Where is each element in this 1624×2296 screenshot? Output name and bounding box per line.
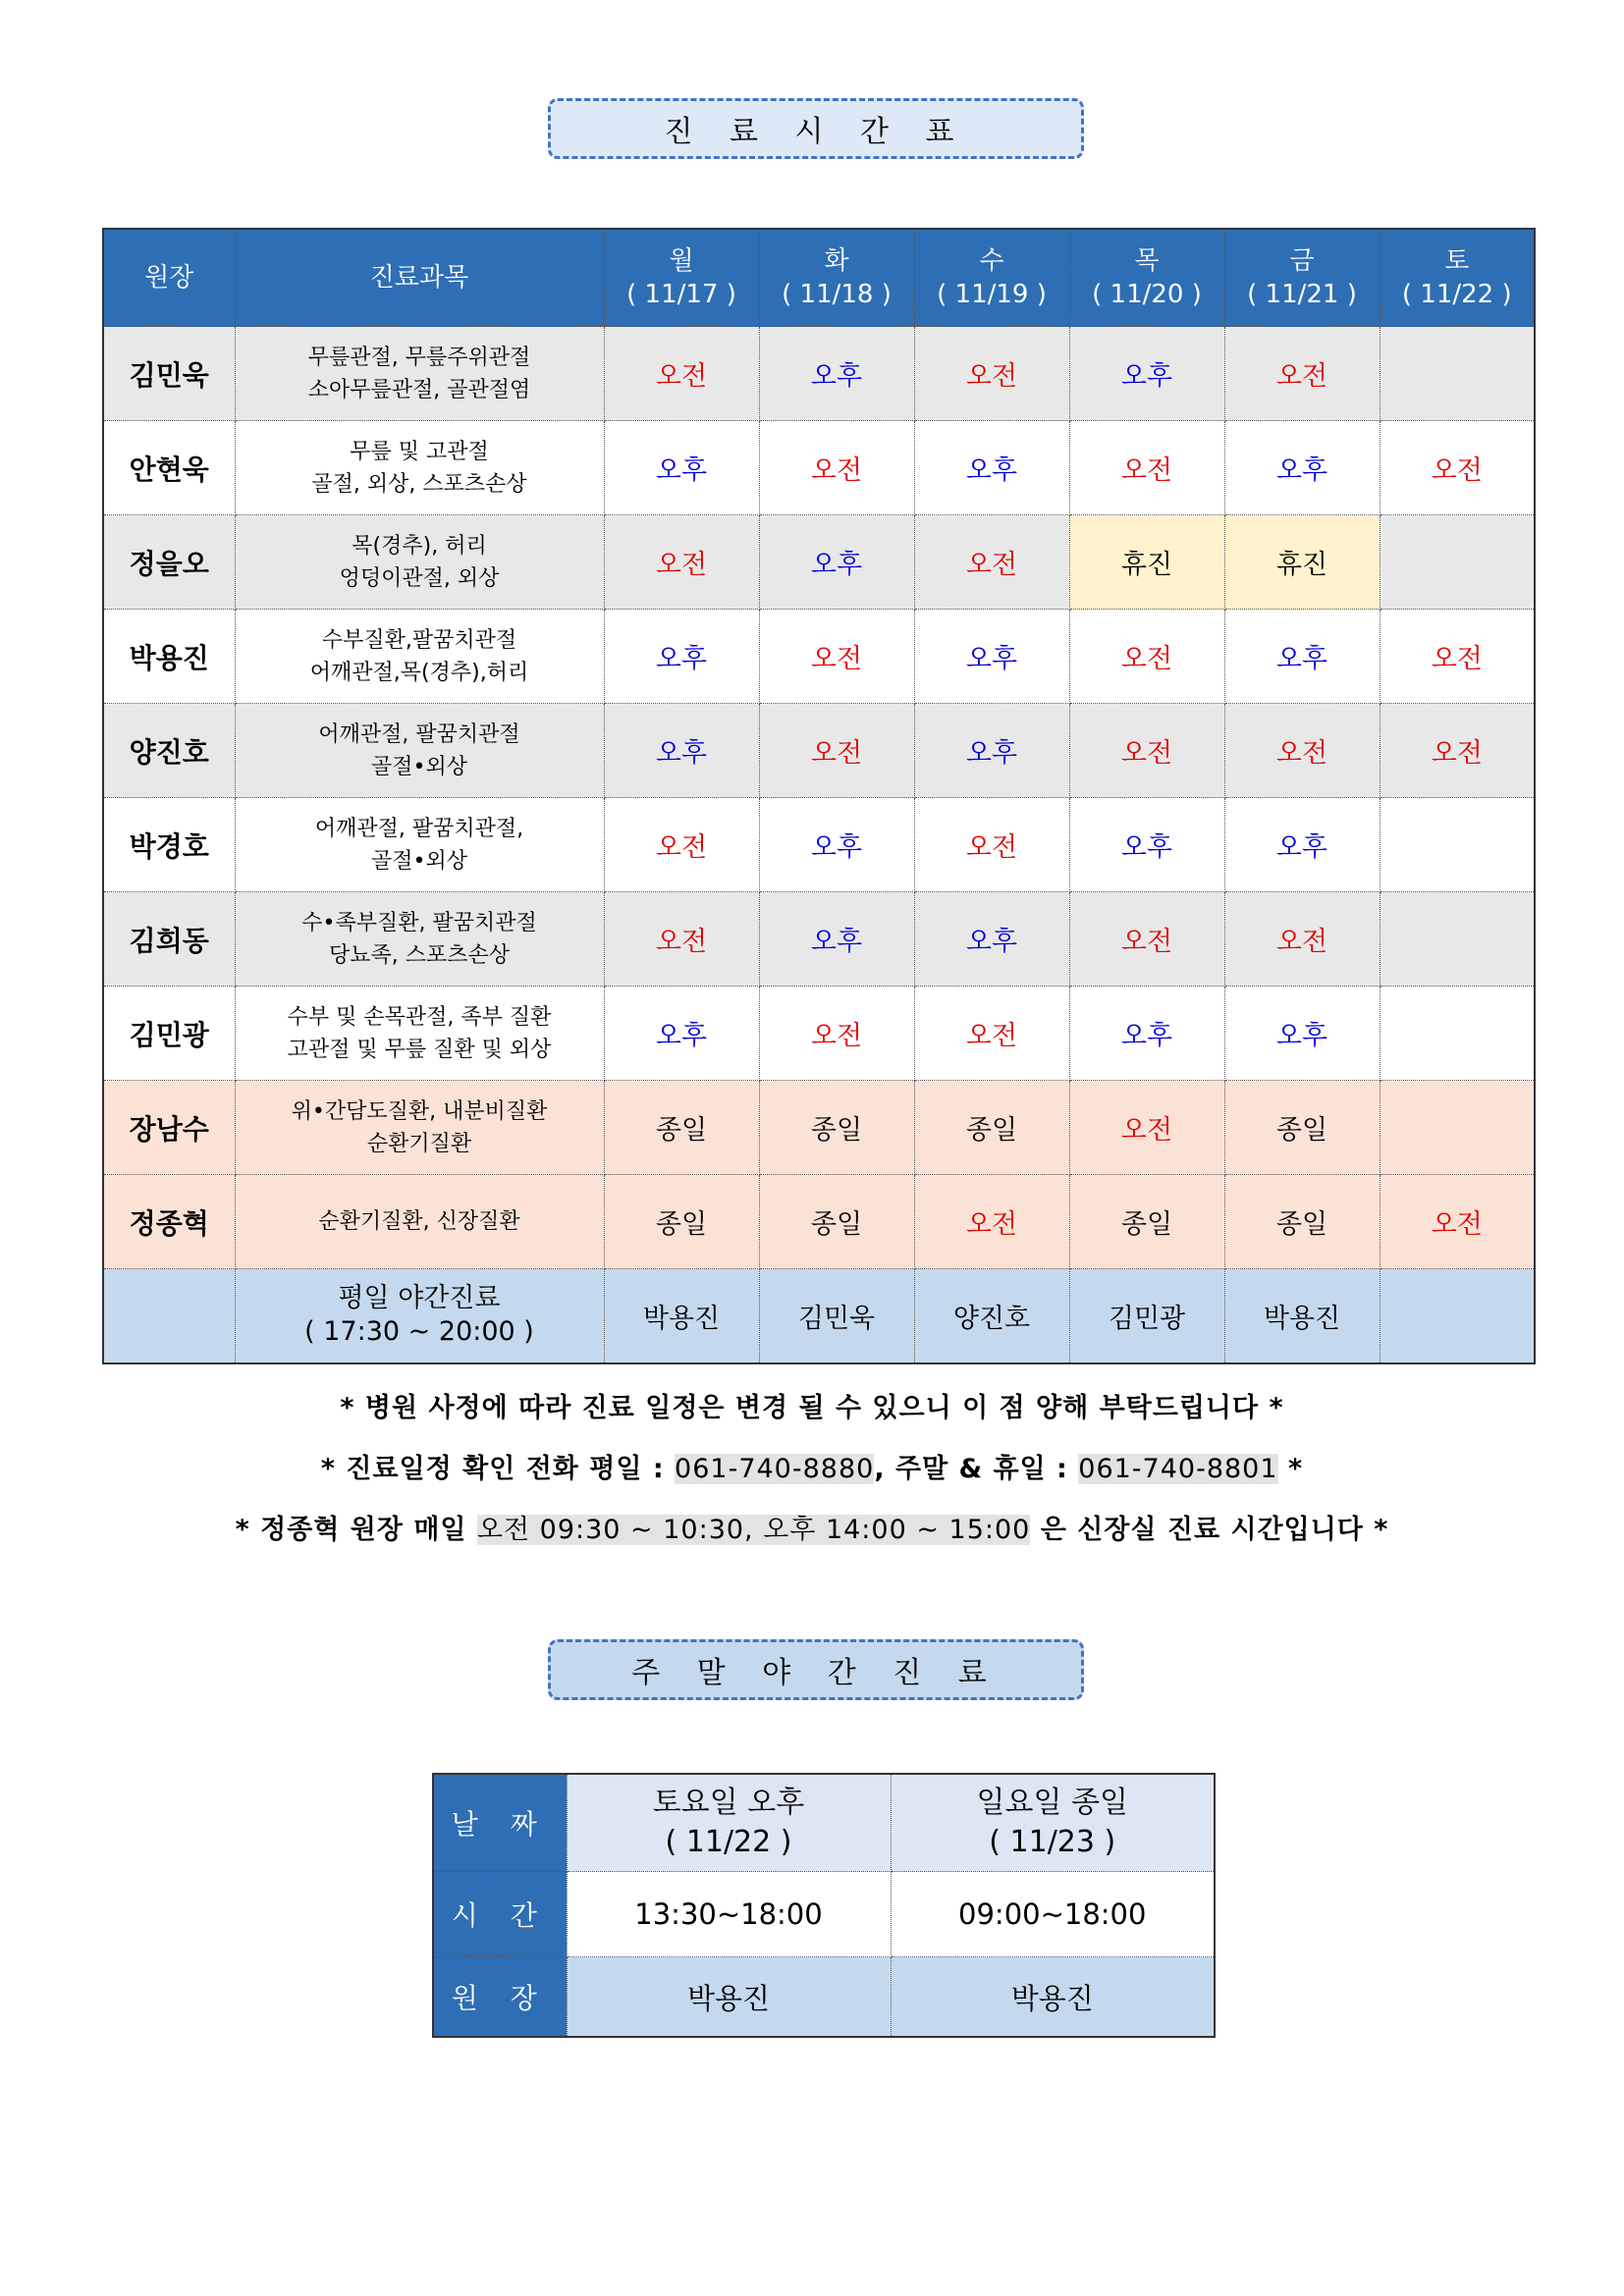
night-label-title: 평일 야간진료	[338, 1283, 501, 1314]
specialty-line: 무릎관절, 무릎주위관절	[307, 345, 531, 370]
slot-mon: 오전	[604, 327, 759, 421]
weekend-sat-date	[567, 1774, 891, 1872]
slot-tue: 오전	[759, 704, 914, 798]
day-date: ( 11/21 )	[1247, 280, 1357, 309]
specialty-line: 당뇨족, 스포츠손상	[328, 942, 510, 968]
slot-tue: 오후	[759, 892, 914, 987]
night-doctor-tue: 김민욱	[759, 1269, 914, 1363]
slot-sat: 오전	[1380, 610, 1535, 704]
doctor-specialty	[235, 610, 604, 704]
doctor-row	[103, 327, 1535, 421]
day-date: ( 11/19 )	[937, 280, 1047, 309]
weekend-table	[432, 1773, 1216, 2038]
sun-day: 일요일 종일	[976, 1786, 1128, 1820]
header-day-sat	[1380, 229, 1535, 327]
doctor-name: 정을오	[103, 515, 235, 610]
slot-sat: 오전	[1380, 704, 1535, 798]
doctor-row	[103, 704, 1535, 798]
specialty-line: 엉덩이관절, 외상	[339, 565, 500, 591]
night-doctor-fri: 박용진	[1224, 1269, 1380, 1363]
specialty-line: 수부 및 손목관절, 족부 질환	[287, 1004, 552, 1030]
doctor-specialty	[235, 704, 604, 798]
night-blank	[103, 1269, 235, 1363]
specialty-line: 무릎 및 고관절	[350, 439, 489, 464]
weekday-night-row	[103, 1269, 1535, 1363]
day-label: 토	[1444, 246, 1470, 276]
notice-dialysis-text: 은 신장실 진료 시간입니다 *	[1030, 1515, 1389, 1545]
slot-fri: 종일	[1224, 1081, 1380, 1175]
weekend-sat-doctor: 박용진	[567, 1957, 891, 2038]
weekend-doctor-row	[433, 1957, 1215, 2038]
slot-thu: 오전	[1069, 892, 1224, 987]
schedule-table	[102, 228, 1536, 1364]
doctor-name: 박용진	[103, 610, 235, 704]
specialty-line: 골절•외상	[371, 754, 467, 779]
header-day-tue	[759, 229, 914, 327]
slot-tue: 종일	[759, 1175, 914, 1269]
table-header-row	[103, 229, 1535, 327]
weekend-phone: 061-740-8801	[1078, 1454, 1278, 1484]
slot-sat	[1380, 1081, 1535, 1175]
slot-mon: 오후	[604, 987, 759, 1081]
doctor-row	[103, 987, 1535, 1081]
doctor-row	[103, 421, 1535, 515]
doctor-row	[103, 515, 1535, 610]
specialty-line: 수부질환,팔꿈치관절	[321, 627, 517, 653]
specialty-line: 골절, 외상, 스포츠손상	[311, 471, 527, 497]
slot-tue: 오후	[759, 327, 914, 421]
slot-sat	[1380, 987, 1535, 1081]
weekend-sun-date	[891, 1774, 1215, 1872]
doctor-name: 안현욱	[103, 421, 235, 515]
slot-wed: 오전	[914, 515, 1069, 610]
day-label: 수	[979, 246, 1004, 276]
doctor-specialty	[235, 327, 604, 421]
notice-phone-text: , 주말 & 휴일 :	[874, 1454, 1079, 1484]
slot-mon: 오후	[604, 704, 759, 798]
day-date: ( 11/22 )	[1401, 280, 1512, 309]
doctor-specialty	[235, 892, 604, 987]
dialysis-times: 오전 09:30 ~ 10:30, 오후 14:00 ~ 15:00	[476, 1515, 1031, 1545]
header-specialty: 진료과목	[235, 229, 604, 327]
doctor-name: 김민광	[103, 987, 235, 1081]
night-doctor-mon: 박용진	[604, 1269, 759, 1363]
slot-mon: 종일	[604, 1081, 759, 1175]
doctor-specialty	[235, 515, 604, 610]
weekend-time-row	[433, 1872, 1215, 1957]
slot-wed: 오후	[914, 892, 1069, 987]
notice-phone	[0, 1447, 1624, 1485]
slot-fri: 휴진	[1224, 515, 1380, 610]
slot-tue: 오후	[759, 798, 914, 892]
slot-sat: 오전	[1380, 1175, 1535, 1269]
weekend-title: 주 말 야 간 진 료	[548, 1639, 1084, 1700]
doctor-specialty	[235, 1081, 604, 1175]
doctor-specialty	[235, 421, 604, 515]
night-label-hours: ( 17:30 ~ 20:00 )	[304, 1316, 534, 1348]
doctor-specialty	[235, 798, 604, 892]
day-date: ( 11/18 )	[782, 280, 892, 309]
slot-wed: 오후	[914, 704, 1069, 798]
specialty-line: 위•간담도질환, 내분비질환	[291, 1098, 548, 1124]
specialty-line: 골절•외상	[371, 848, 467, 874]
day-label: 월	[669, 246, 694, 276]
night-label	[235, 1269, 604, 1363]
slot-thu: 오전	[1069, 1081, 1224, 1175]
slot-fri: 오전	[1224, 892, 1380, 987]
weekend-sun-time: 09:00~18:00	[891, 1872, 1215, 1957]
doctor-name: 양진호	[103, 704, 235, 798]
specialty-line: 어깨관절,목(경추),허리	[309, 660, 529, 685]
doctor-name: 장남수	[103, 1081, 235, 1175]
slot-thu: 오후	[1069, 327, 1224, 421]
specialty-line: 목(경추), 허리	[352, 533, 487, 559]
slot-thu: 휴진	[1069, 515, 1224, 610]
slot-wed: 오전	[914, 327, 1069, 421]
slot-mon: 오후	[604, 610, 759, 704]
slot-thu: 오후	[1069, 987, 1224, 1081]
doctor-row	[103, 1081, 1535, 1175]
notice-schedule-change: * 병원 사정에 따라 진료 일정은 변경 될 수 있으니 이 점 양해 부탁드립니다 *	[340, 1393, 1284, 1423]
day-date: ( 11/20 )	[1092, 280, 1202, 309]
weekend-sun-doctor: 박용진	[891, 1957, 1215, 2038]
night-doctor-wed: 양진호	[914, 1269, 1069, 1363]
notice-dialysis-text: * 정종혁 원장 매일	[235, 1515, 477, 1545]
doctor-row	[103, 610, 1535, 704]
slot-fri: 오후	[1224, 798, 1380, 892]
slot-fri: 오전	[1224, 327, 1380, 421]
doctor-name: 박경호	[103, 798, 235, 892]
doctor-name: 김희동	[103, 892, 235, 987]
slot-tue: 오전	[759, 610, 914, 704]
weekend-doctor-label: 원 장	[433, 1957, 567, 2038]
slot-wed: 종일	[914, 1081, 1069, 1175]
slot-wed: 오전	[914, 1175, 1069, 1269]
slot-fri: 오후	[1224, 421, 1380, 515]
slot-sat	[1380, 892, 1535, 987]
weekend-date-row	[433, 1774, 1215, 1872]
slot-thu: 오후	[1069, 798, 1224, 892]
slot-fri: 오전	[1224, 704, 1380, 798]
weekend-sat-time: 13:30~18:00	[567, 1872, 891, 1957]
slot-mon: 오후	[604, 421, 759, 515]
header-day-mon	[604, 229, 759, 327]
slot-fri: 오후	[1224, 987, 1380, 1081]
specialty-line: 순환기질환, 신장질환	[318, 1209, 520, 1234]
notice-phone-text: * 진료일정 확인 전화 평일 :	[320, 1454, 676, 1484]
schedule-title: 진 료 시 간 표	[548, 98, 1084, 159]
specialty-line: 순환기질환	[366, 1131, 472, 1156]
weekend-date-label: 날 짜	[433, 1774, 567, 1872]
specialty-line: 어깨관절, 팔꿈치관절,	[314, 816, 524, 841]
slot-mon: 오전	[604, 515, 759, 610]
slot-mon: 오전	[604, 798, 759, 892]
slot-sat	[1380, 515, 1535, 610]
day-label: 화	[824, 246, 849, 276]
sat-day: 토요일 오후	[652, 1786, 805, 1820]
doctor-row	[103, 1175, 1535, 1269]
doctor-row	[103, 892, 1535, 987]
night-doctor-thu: 김민광	[1069, 1269, 1224, 1363]
header-day-wed	[914, 229, 1069, 327]
day-date: ( 11/17 )	[626, 280, 736, 309]
slot-wed: 오전	[914, 798, 1069, 892]
header-day-thu	[1069, 229, 1224, 327]
sun-date: ( 11/23 )	[989, 1825, 1116, 1859]
sat-date: ( 11/22 )	[665, 1825, 792, 1859]
slot-sat: 오전	[1380, 421, 1535, 515]
slot-wed: 오후	[914, 610, 1069, 704]
specialty-line: 소아무릎관절, 골관절염	[307, 377, 531, 402]
slot-thu: 오전	[1069, 704, 1224, 798]
night-doctor-sat	[1380, 1269, 1535, 1363]
specialty-line: 어깨관절, 팔꿈치관절	[318, 721, 520, 747]
slot-fri: 오후	[1224, 610, 1380, 704]
doctor-specialty	[235, 987, 604, 1081]
slot-wed: 오전	[914, 987, 1069, 1081]
slot-fri: 종일	[1224, 1175, 1380, 1269]
slot-tue: 오전	[759, 987, 914, 1081]
header-doctor: 원장	[103, 229, 235, 327]
specialty-line: 고관절 및 무릎 질환 및 외상	[287, 1037, 552, 1062]
slot-wed: 오후	[914, 421, 1069, 515]
doctor-name: 정종혁	[103, 1175, 235, 1269]
day-label: 금	[1289, 246, 1315, 276]
weekend-time-label: 시 간	[433, 1872, 567, 1957]
slot-mon: 종일	[604, 1175, 759, 1269]
day-label: 목	[1134, 246, 1160, 276]
weekday-phone: 061-740-8880	[675, 1454, 875, 1484]
slot-mon: 오전	[604, 892, 759, 987]
slot-sat	[1380, 327, 1535, 421]
doctor-name: 김민욱	[103, 327, 235, 421]
doctor-row	[103, 798, 1535, 892]
header-day-fri	[1224, 229, 1380, 327]
specialty-line: 수•족부질환, 팔꿈치관절	[301, 910, 537, 935]
slot-thu: 종일	[1069, 1175, 1224, 1269]
slot-tue: 오후	[759, 515, 914, 610]
slot-tue: 오전	[759, 421, 914, 515]
slot-thu: 오전	[1069, 610, 1224, 704]
slot-thu: 오전	[1069, 421, 1224, 515]
slot-sat	[1380, 798, 1535, 892]
slot-tue: 종일	[759, 1081, 914, 1175]
doctor-specialty	[235, 1175, 604, 1269]
notice-phone-text: *	[1277, 1454, 1304, 1484]
notice-dialysis	[0, 1508, 1624, 1546]
